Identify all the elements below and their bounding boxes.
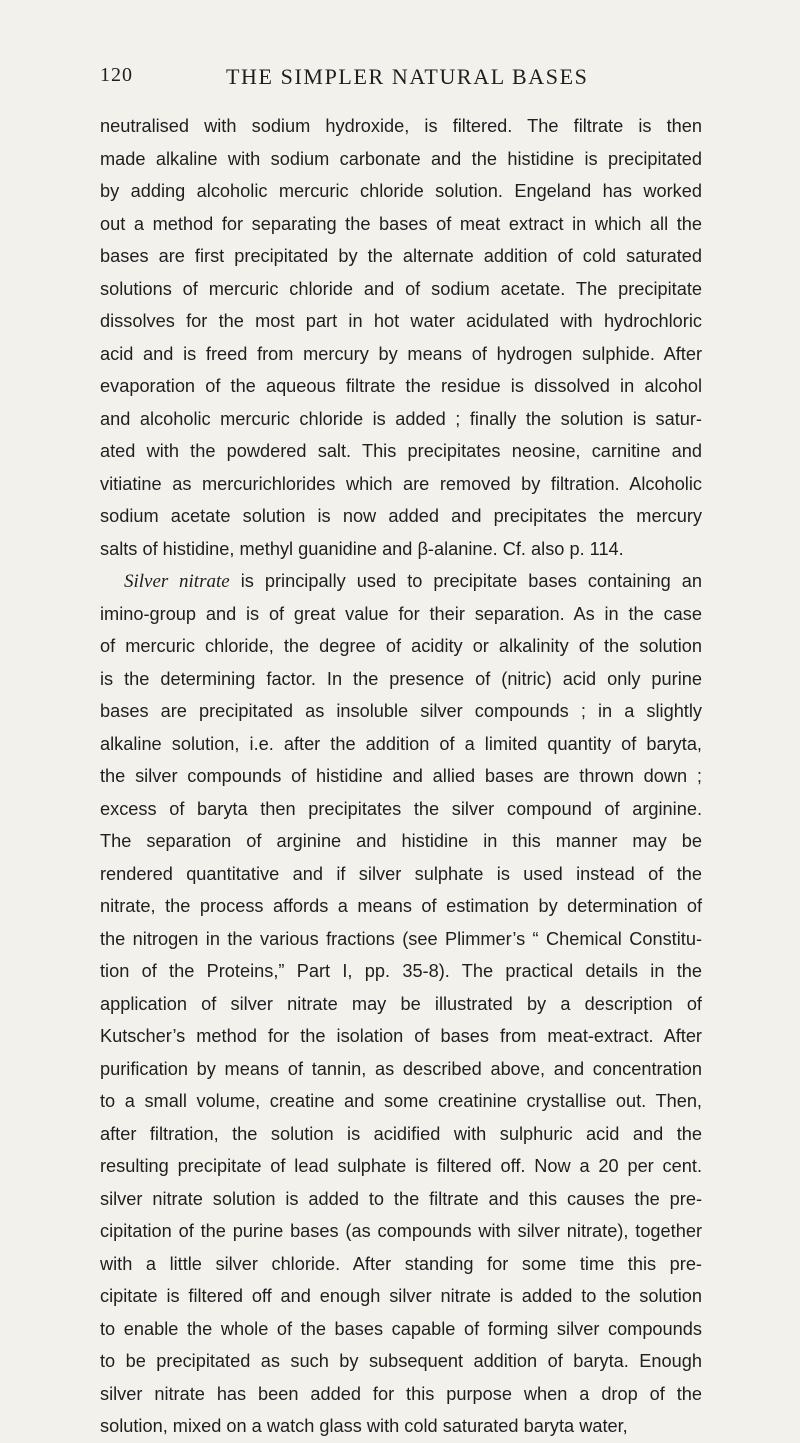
- text-line: imino-group and is of great value for their separation. As in the case: [100, 603, 702, 624]
- text-line: resulting precipitate of lead sulphate is filtered off. Now a 20 per cent.: [100, 1156, 702, 1176]
- text-line: ated with the powdered salt. This precipitates neosine, carnitine and: [100, 441, 702, 461]
- text-line: rendered quantitative and if silver sulphate is used instead of the: [100, 863, 702, 884]
- text-line: purification by means of tannin, as described above, and concentration: [100, 1058, 702, 1079]
- text-line: [100, 565, 702, 598]
- text-line: to be precipitated as such by subsequent addition of baryta. Enough: [100, 1351, 702, 1371]
- text-line: to a small volume, creatine and some creatinine crystallise out. Then,: [100, 1091, 702, 1111]
- text-line: nitrate, the process affords a means of estimation by determination of: [100, 896, 702, 916]
- text-line: bases are precipitated as insoluble silver compounds ; in a slightly: [100, 701, 702, 721]
- text-line: sodium acetate solution is now added and precipitates the mercury: [100, 506, 702, 526]
- text-line: made alkaline with sodium carbonate and the histidine is precipitated: [100, 148, 702, 169]
- body-text: [100, 110, 702, 1443]
- text-line: by adding alcoholic mercuric chloride solution. Engeland has worked: [100, 181, 702, 201]
- italic-term: Silver nitrate: [124, 571, 230, 592]
- text-line: neutralised with sodium hydroxide, is filtered. The filtrate is then: [100, 116, 702, 136]
- text-line: solutions of mercuric chloride and of sodium acetate. The precipitate: [100, 278, 702, 299]
- text-line: The separation of arginine and histidine in this manner may be: [100, 831, 702, 851]
- text-line: excess of baryta then precipitates the silver compound of arginine.: [100, 798, 702, 819]
- text-line: after filtration, the solution is acidified with sulphuric acid and the: [100, 1123, 702, 1144]
- text-line: of mercuric chloride, the degree of acidity or alkalinity of the solution: [100, 636, 702, 656]
- text-line: the silver compounds of histidine and allied bases are thrown down ;: [100, 766, 702, 786]
- text-line: cipitation of the purine bases (as compounds with silver nitrate), together: [100, 1221, 702, 1241]
- text-line: acid and is freed from mercury by means of hydrogen sulphide. After: [100, 343, 702, 364]
- page-number: 120: [100, 64, 133, 86]
- text-line: evaporation of the aqueous filtrate the residue is dissolved in alcohol: [100, 376, 702, 396]
- running-title: THE SIMPLER NATURAL BASES: [226, 64, 589, 89]
- text-line: solution, mixed on a watch glass with cold saturated baryta water,: [100, 1416, 628, 1436]
- page-header: [100, 64, 700, 94]
- text-line: out a method for separating the bases of meat extract in which all the: [100, 213, 702, 234]
- text-line: vitiatine as mercurichlorides which are removed by filtration. Alcoholic: [100, 473, 702, 494]
- text-line: application of silver nitrate may be illustrated by a description of: [100, 993, 702, 1014]
- text-line: Kutscher’s method for the isolation of bases from meat-extract. After: [100, 1026, 702, 1046]
- text-line: and alcoholic mercuric chloride is added ; finally the solution is satur-: [100, 408, 702, 429]
- text-line: bases are first precipitated by the alternate addition of cold saturated: [100, 246, 702, 266]
- text-line: to enable the whole of the bases capable of forming silver compounds: [100, 1318, 702, 1339]
- text-line: tion of the Proteins,” Part I, pp. 35-8). The practical details in the: [100, 961, 702, 981]
- text-line: with a little silver chloride. After standing for some time this pre-: [100, 1253, 702, 1274]
- text-line-content: is principally used to precipitate bases containing an: [240, 571, 703, 591]
- text-line: dissolves for the most part in hot water acidulated with hydrochloric: [100, 311, 702, 331]
- text-line: the nitrogen in the various fractions (see Plimmer’s “ Chemical Constitu-: [100, 928, 702, 949]
- text-line: cipitate is filtered off and enough silver nitrate is added to the solution: [100, 1286, 702, 1306]
- text-line: silver nitrate has been added for this purpose when a drop of the: [100, 1383, 702, 1404]
- text-line: is the determining factor. In the presence of (nitric) acid only purine: [100, 668, 702, 689]
- text-line: silver nitrate solution is added to the filtrate and this causes the pre-: [100, 1188, 702, 1209]
- text-line: salts of histidine, methyl guanidine and β-alanine. Cf. also p. 114.: [100, 538, 624, 559]
- text-line: alkaline solution, i.e. after the addition of a limited quantity of baryta,: [100, 733, 702, 754]
